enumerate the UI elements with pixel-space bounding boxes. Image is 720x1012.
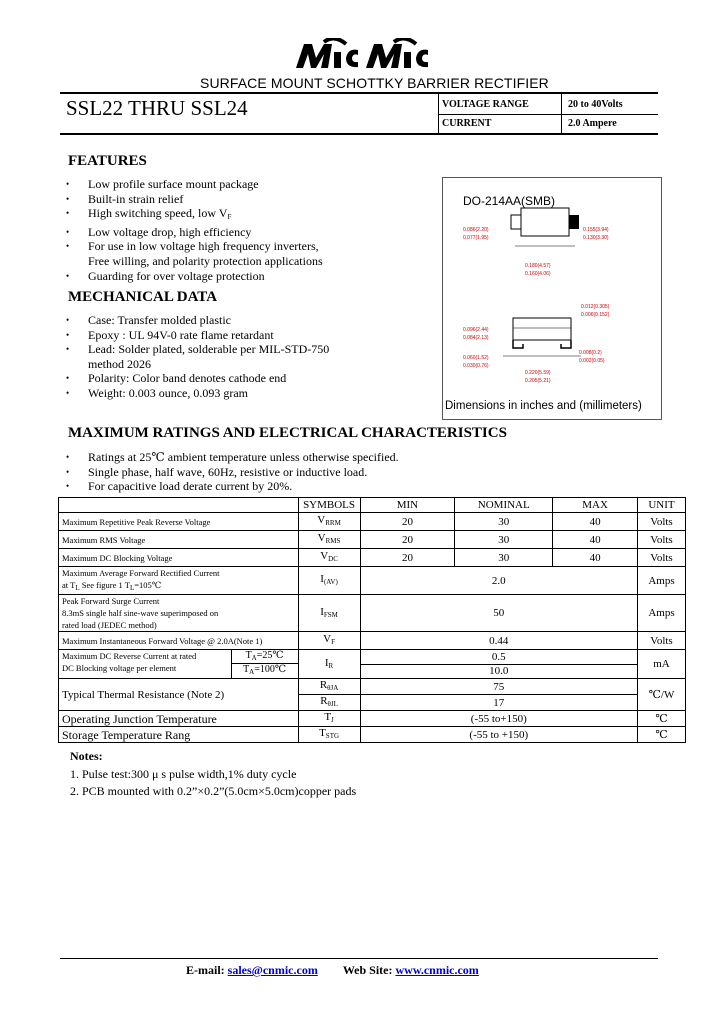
company-logo [294,38,440,72]
dim-c2: 0.160(4.06) [525,271,551,277]
list-item: • Low voltage drop, high efficiency [66,225,426,240]
dim-d2: 0.006(0.152) [581,312,610,318]
table-row: $R_{\theta JL}$ 17 [59,695,686,711]
characteristics-table [58,497,686,743]
dim-h2: 0.205(5.21) [525,378,551,384]
list-item: • For use in low voltage high frequency inverters, Free willing, and polarity protection applications [66,239,426,268]
dim-a2: 0.077(1.95) [463,235,489,241]
table-row: Maximum DC Reverse Current at rated DC Blocking voltage per element $T_A=25℃$ $T_A=100℃$ $I_R$ 0.5 mA [59,650,686,665]
notes-block [70,749,356,799]
list-item: • Ratings at 25℃ ambient temperature unless otherwise specified. [66,450,486,465]
dim-c1: 0.180(4.57) [525,263,551,269]
dim-g2: 0.002(0.05) [579,358,605,364]
dim-b1: 0.155(3.94) [583,227,609,233]
note-item: 2. PCB mounted with 0.2”×0.2”(5.0cm×5.0cm)copper pads [70,784,357,798]
current-value: 2.0 Ampere [568,118,617,129]
ratings-heading: MAXIMUM RATINGS AND ELECTRICAL CHARACTERISTICS [68,425,507,441]
dimensions-note: Dimensions in inches and (millimeters) [445,400,642,412]
table-row: Maximum Average Forward Rectified Current at $T_L$ See figure 1 $T_L=105℃$ $I_{(AV)}$ 2.0 Amps [59,567,686,595]
note-item: 1. Pulse test:300 μ s pulse width,1% duty cycle [70,767,297,781]
website-link[interactable]: www.cnmic.com [395,963,479,977]
features-heading: FEATURES [68,153,147,169]
mechanical-list [66,313,426,401]
list-item: • Low profile surface mount package [66,177,426,192]
dim-f1: 0.060(1.52) [463,355,489,361]
notes-title: Notes: [70,749,103,763]
header-blank [59,498,299,513]
header-max: MAX [553,498,638,513]
header-unit: UNIT [638,498,686,513]
table-header-row [59,498,686,513]
voltage-range-label: VOLTAGE RANGE [442,99,529,110]
spec-divider-row [438,114,658,115]
table-row: 10.0 [59,664,686,679]
footer-rule [60,958,658,959]
table-row: Maximum DC Blocking Voltage $V_{DC}$ 20 30 40 Volts [59,549,686,567]
dim-g1: 0.008(0.2) [579,350,602,356]
list-item: • Single phase, half wave, 60Hz, resistive or inductive load. [66,465,486,480]
package-name: DO-214AA(SMB) [463,194,556,208]
email-link[interactable]: sales@cnmic.com [227,963,318,977]
list-item: • Guarding for over voltage protection [66,269,426,284]
mic-logo-graphic [294,38,440,72]
list-item: • Lead: Solder plated, solderable per MIL-STD-750 method 2026 [66,342,426,371]
table-row: Operating Junction Temperature $T_J$ (-55 to+150) ℃ [59,711,686,727]
list-item: • Built-in strain relief [66,192,426,207]
list-item: • Case: Transfer molded plastic [66,313,426,328]
voltage-range-value: 20 to 40Volts [568,99,623,110]
list-item: • High switching speed, low $V_F$ [66,206,426,225]
features-list [66,177,426,283]
dim-b2: 0.130(3.30) [583,235,609,241]
header-nominal: NOMINAL [455,498,553,513]
ratings-conditions-list [66,450,486,494]
document-subtitle: SURFACE MOUNT SCHOTTKY BARRIER RECTIFIER [200,75,549,91]
part-number-range: SSL22 THRU SSL24 [66,96,248,120]
dim-f2: 0.030(0.76) [463,363,489,369]
table-row: Storage Temperature Rang $T_{STG}$ (-55 to +150) ℃ [59,727,686,743]
table-row: Maximum RMS Voltage $V_{RMS}$ 20 30 40 Volts [59,531,686,549]
table-row: Maximum Instantaneous Forward Voltage @ 2.0A(Note 1) $V_F$ 0.44 Volts [59,632,686,650]
dim-h1: 0.220(5.59) [525,370,551,376]
header-symbols: SYMBOLS [298,498,360,513]
package-outline-box [442,177,662,420]
list-item: • Epoxy : UL 94V-0 rate flame retardant [66,328,426,343]
spec-bottom-rule [60,133,658,135]
mechanical-heading: MECHANICAL DATA [68,289,218,305]
email-label: E-mail: [186,963,225,977]
current-label: CURRENT [442,118,492,129]
header-min: MIN [360,498,455,513]
dim-a1: 0.086(2.20) [463,227,489,233]
header-rule [60,92,658,94]
list-item: • For capacitive load derate current by 20%. [66,479,486,494]
list-item: • Polarity: Color band denotes cathode end [66,371,426,386]
list-item: • Weight: 0.003 ounce, 0.093 gram [66,386,426,401]
footer [186,963,479,978]
dim-e1: 0.096(2.44) [463,327,489,333]
table-row: Peak Forward Surge Current 8.3mS single half sine-wave superimposed on rated load (JEDEC method) $I_{FSM}$ 50 Amps [59,595,686,632]
table-row: Maximum Repetitive Peak Reverse Voltage $V_{RRM}$ 20 30 40 Volts [59,513,686,531]
web-label: Web Site: [342,963,393,977]
dim-e2: 0.084(2.13) [463,335,489,341]
dim-d1: 0.012(0.305) [581,304,610,310]
table-row: Typical Thermal Resistance (Note 2) $R_{\theta JA}$ 75 ℃/W [59,679,686,695]
